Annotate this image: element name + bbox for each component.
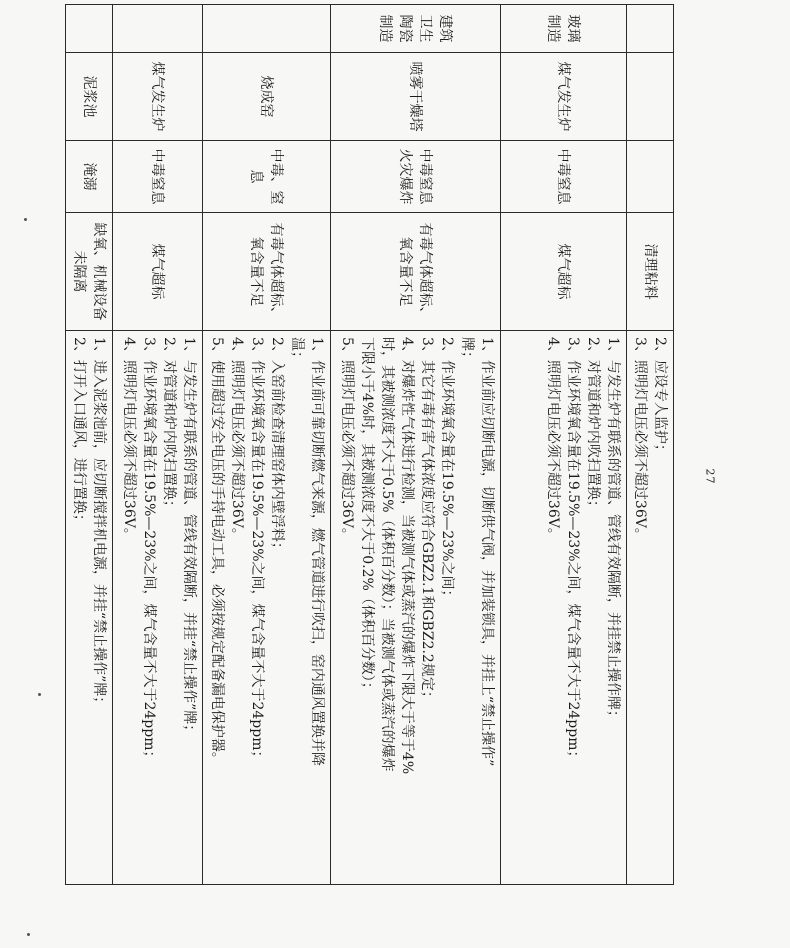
scan-speck (38, 693, 41, 696)
place-cell: 煤气发生炉 (501, 53, 627, 141)
measure-line: 5、使用超过安全电压的手持电动工具，必须按规定配备漏电保护器。 (209, 337, 225, 766)
table-row (501, 5, 627, 885)
risk-cell: 中毒窒息 (113, 141, 203, 213)
measures-cell (113, 331, 203, 885)
table-row (203, 5, 331, 885)
operation-cell: 煤气超标 (501, 213, 627, 331)
measure-line: 4、照明灯电压必须不超过36V。 (545, 337, 561, 542)
measure-line: 下限小于4%时，其被测浓度不大于0.2%（体积百分数）； (359, 337, 375, 696)
table-row (113, 5, 203, 885)
scan-speck (27, 933, 30, 936)
risk-cell (627, 141, 674, 213)
industry-cell: 玻璃制造 (501, 5, 627, 53)
measure-line: 4、对爆炸性气体进行检测，当被测气体或蒸汽的爆炸下限大于等于4% (399, 337, 415, 775)
risk-cell: 中毒、窒息 (203, 141, 331, 213)
operation-cell: 有毒气体超标、氧含量不足 (331, 213, 501, 331)
table-row (627, 5, 674, 885)
measure-line: 时，其被测浓度不大于0.5%（体积百分数）；当被测气体或蒸汽的爆炸 (379, 337, 395, 772)
industry-cell (113, 5, 203, 53)
measures-cell (331, 331, 501, 885)
measure-line: 2、作业环境氧含量在19.5%—23%之间； (439, 337, 455, 604)
measures-cell (627, 331, 674, 885)
measures-cell (66, 331, 113, 885)
rotated-table-wrapper (71, 4, 674, 884)
measure-line: 4、照明灯电压必须不超过36V。 (121, 337, 137, 542)
table-row (66, 5, 113, 885)
measure-line: 2、打开入口通风，进行置换； (71, 337, 87, 528)
measure-line: 1、进入泥浆池前，应切断搅拌机电源，并挂“禁止操作”牌； (91, 337, 107, 711)
risk-cell: 淹溺 (66, 141, 113, 213)
industry-cell: 建筑卫生陶瓷制造 (331, 5, 501, 53)
risk-cell: 中毒窒息 (501, 141, 627, 213)
measure-line: 3、作业环境氧含量在19.5%—23%之间，煤气含量不大于24ppm； (141, 337, 157, 765)
operation-cell: 缺氧、机械设备未隔离 (66, 213, 113, 331)
operation-cell: 清理粘料 (627, 213, 674, 331)
risk-cell: 中毒窒息火灾爆炸 (331, 141, 501, 213)
measure-line: 3、作业环境氧含量在19.5%—23%之间，煤气含量不大于24ppm； (249, 337, 265, 765)
scan-speck (24, 218, 27, 221)
table-row (331, 5, 501, 885)
measure-line: 牌； (459, 337, 475, 365)
measures-cell (501, 331, 627, 885)
place-cell: 煤气发生炉 (113, 53, 203, 141)
measure-line: 5、照明灯电压必须不超过36V。 (339, 337, 355, 542)
place-cell: 烧成窑 (203, 53, 331, 141)
industry-cell (203, 5, 331, 53)
measure-line: 4、照明灯电压必须不超过36V。 (229, 337, 245, 542)
measures-cell (203, 331, 331, 885)
measure-line: 温； (289, 337, 305, 365)
measure-line: 3、照明灯电压必须不超过36V。 (632, 337, 648, 542)
measure-line: 1、与发生炉有联系的管道、管线有效隔断，并挂禁止操作牌； (605, 337, 621, 724)
measure-line: 1、与发生炉有联系的管道、管线有效隔断，并挂“禁止操作”牌； (181, 337, 197, 739)
operation-cell: 煤气超标 (113, 213, 203, 331)
measure-line: 3、其它有毒有害气体浓度应符合GBZ2.1和GBZ2.2规定； (419, 337, 435, 705)
industry-cell (66, 5, 113, 53)
measure-line: 2、入窑前检查清理窑体内壁浮料； (269, 337, 285, 556)
measure-line: 2、对管道和炉内吹扫置换； (161, 337, 177, 514)
place-cell (627, 53, 674, 141)
operation-cell: 有毒气体超标、氧含量不足 (203, 213, 331, 331)
measure-line: 1、作业前可靠切断燃气来源，燃气管道进行吹扫，窑内通风置换并降 (309, 337, 325, 766)
safety-measures-table (65, 4, 674, 885)
place-cell: 泥浆池 (66, 53, 113, 141)
measure-line: 2、应设专人监护； (652, 337, 668, 458)
place-cell: 喷雾干燥塔 (331, 53, 501, 141)
page-number: 27 (703, 468, 717, 485)
industry-cell (627, 5, 674, 53)
measure-line: 3、作业环境氧含量在19.5%—23%之间，煤气含量不大于24ppm； (565, 337, 581, 765)
measure-line: 2、对管道和炉内吹扫置换； (585, 337, 601, 514)
measure-line: 1、作业前应切断电源，切断供气阀，并加装锁具，并挂上“禁止操作” (479, 337, 495, 767)
